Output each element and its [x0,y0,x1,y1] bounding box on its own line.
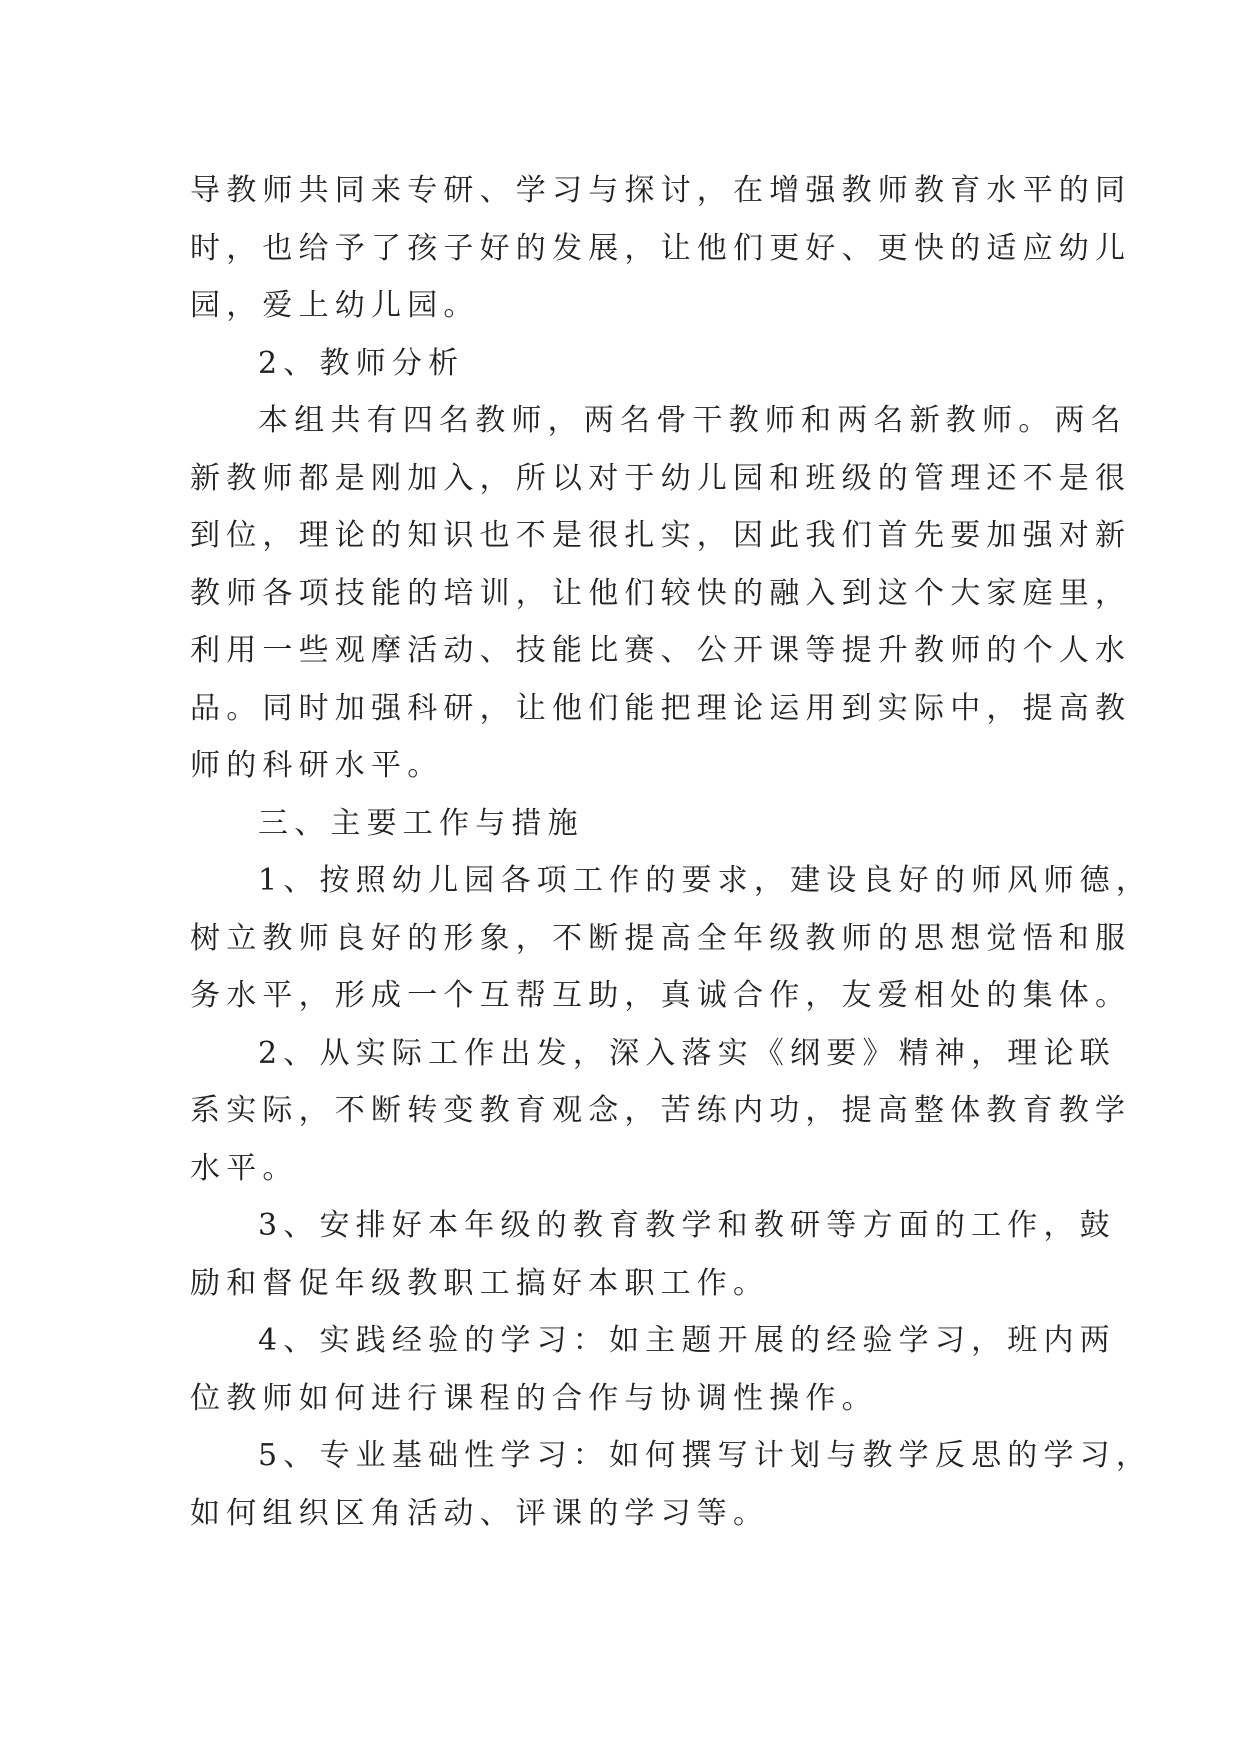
text-line: 位教师如何进行课程的合作与协调性操作。 [190,1380,878,1416]
text-line: 教师各项技能的培训，让他们较快的融入到这个大家庭里， [190,575,1132,611]
text-line: 师的科研水平。 [190,748,444,783]
text-line: 园，爱上幼儿园。 [190,288,480,323]
paragraph-item-3 [190,1197,1116,1312]
text-line: 系实际，不断转变教育观念，苦练内功，提高整体教育教学 [190,1093,1132,1128]
text-line: 树立教师良好的形象，不断提高全年级教师的思想觉悟和服 [190,920,1132,956]
text-line: 品。同时加强科研，让他们能把理论运用到实际中，提高教 [190,690,1132,726]
text-line: 导教师共同来专研、学习与探讨，在增强教师教育水平的同 [190,173,1132,208]
text-line: 3、安排好本年级的教育教学和教研等方面的工作，鼓 [258,1208,1116,1243]
text-line: 新教师都是刚加入，所以对于幼儿园和班级的管理还不是很 [190,460,1132,496]
text-line: 利用一些观摩活动、技能比赛、公开课等提升教师的个人水 [190,633,1132,668]
paragraph-teacher-analysis [190,392,1132,795]
paragraph-item-1 [190,852,1153,1025]
text-line: 三、主要工作与措施 [258,805,584,841]
document-body [190,162,1153,1542]
text-line: 5、专业基础性学习：如何撰写计划与教学反思的学习， [258,1438,1153,1473]
heading-teacher-analysis [190,335,1070,393]
paragraph-intro-continued [190,162,1132,335]
text-line: 2、从实际工作出发，深入落实《纲要》精神，理论联 [258,1035,1116,1071]
paragraph-item-2 [190,1025,1132,1198]
text-line: 励和督促年级教职工搞好本职工作。 [190,1265,770,1301]
text-line: 1、按照幼儿园各项工作的要求，建设良好的师风师德， [258,863,1153,898]
paragraph-item-5 [190,1427,1153,1542]
text-line: 如何组织区角活动、评课的学习等。 [190,1495,770,1531]
text-line: 2、教师分析 [258,345,465,381]
heading-main-work [190,795,1070,853]
text-line: 务水平，形成一个互帮互助，真诚合作，友爱相处的集体。 [190,978,1132,1013]
text-line: 本组共有四名教师，两名骨干教师和两名新教师。两名 [258,403,1127,438]
text-line: 4、实践经验的学习：如主题开展的经验学习，班内两 [258,1323,1116,1358]
text-line: 水平。 [190,1150,299,1186]
paragraph-item-4 [190,1312,1116,1427]
text-line: 时，也给予了孩子好的发展，让他们更好、更快的适应幼儿 [190,230,1132,266]
text-line: 到位，理论的知识也不是很扎实，因此我们首先要加强对新 [190,518,1132,553]
